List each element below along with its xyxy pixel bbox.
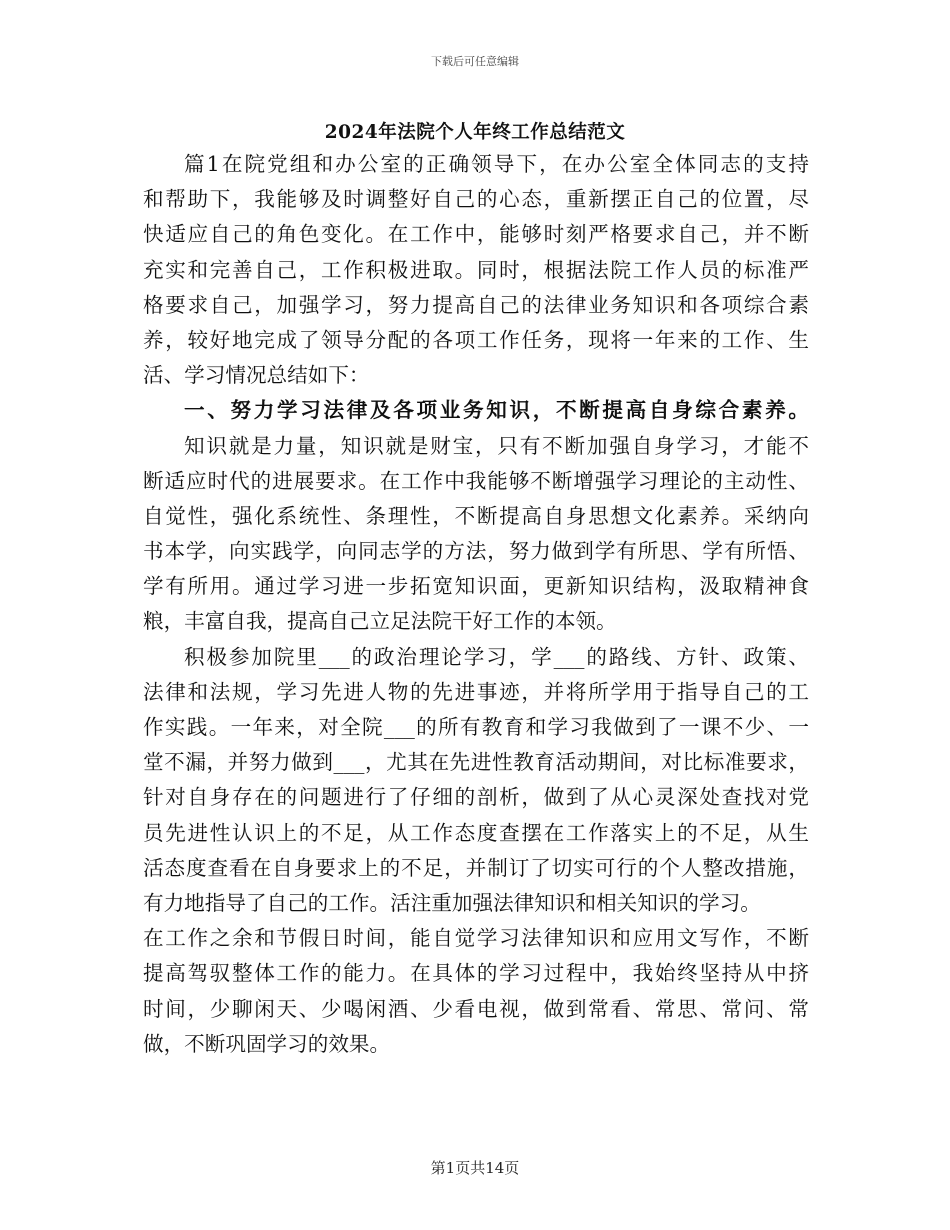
- body-line: 做，不断巩固学习的效果。: [143, 1031, 391, 1056]
- body-line: 和帮助下，我能够及时调整好自己的心态，重新摆正自己的位置，尽: [143, 187, 809, 212]
- body-line: 员先进性认识上的不足，从工作态度查摆在工作落实上的不足，从生: [143, 820, 809, 845]
- body-line: 堂不漏，并努力做到___，尤其在先进性教育活动期间，对比标准要求，: [143, 750, 809, 775]
- body-line: 作实践。一年来，对全院___的所有教育和学习我做到了一课不少、一: [143, 715, 809, 739]
- body-line: 知识就是力量，知识就是财宝，只有不断加强自身学习，才能不: [184, 433, 809, 458]
- body-line: 格要求自己，加强学习，努力提高自己的法律业务知识和各项综合素: [143, 292, 809, 317]
- body-line: 断适应时代的进展要求。在工作中我能够不断增强学习理论的主动性、: [143, 468, 809, 493]
- body-line: 一、努力学习法律及各项业务知识，不断提高自身综合素养。: [184, 398, 809, 423]
- body-line: 学有所用。通过学习进一步拓宽知识面，更新知识结构，汲取精神食: [143, 574, 809, 599]
- document-title: 2024年法院个人年终工作总结范文: [324, 122, 626, 143]
- body-line: 在工作之余和节假日时间，能自觉学习法律知识和应用文写作，不断: [143, 926, 809, 951]
- body-line: 自觉性，强化系统性、条理性，不断提高自身思想文化素养。采纳向: [143, 503, 809, 528]
- body-line: 活、学习情况总结如下：: [143, 363, 370, 388]
- body-line: 充实和完善自己，工作积极进取。同时，根据法院工作人员的标准严: [143, 257, 809, 282]
- body-line: 提高驾驭整体工作的能力。在具体的学习过程中，我始终坚持从中挤: [143, 961, 809, 986]
- body-line: 有力地指导了自己的工作。活注重加强法律知识和相关知识的学习。: [143, 890, 761, 915]
- body-line: 养，较好地完成了领导分配的各项工作任务，现将一年来的工作、生: [143, 327, 809, 352]
- body-line: 针对自身存在的问题进行了仔细的剖析，做到了从心灵深处查找对党: [143, 785, 809, 810]
- body-line: 书本学，向实践学，向同志学的方法，努力做到学有所思、学有所悟、: [143, 539, 809, 564]
- body-line: 法律和法规，学习先进人物的先进事迹，并将所学用于指导自己的工: [143, 679, 809, 704]
- page-footer: 第1页共14页: [430, 1159, 520, 1177]
- header-note: 下载后可任意编辑: [431, 55, 519, 68]
- body-line: 积极参加院里___的政治理论学习，学___的路线、方针、政策、: [184, 644, 809, 669]
- body-line: 快适应自己的角色变化。在工作中，能够时刻严格要求自己，并不断: [143, 222, 809, 247]
- body-line: 时间，少聊闲天、少喝闲酒、少看电视，做到常看、常思、常问、常: [143, 996, 809, 1021]
- body-line: 粮，丰富自我，提高自己立足法院干好工作的本领。: [143, 609, 617, 634]
- body-line: 篇1在院党组和办公室的正确领导下，在办公室全体同志的支持: [184, 152, 809, 176]
- body-line: 活态度查看在自身要求上的不足，并制订了切实可行的个人整改措施，: [143, 855, 809, 880]
- document-body: [143, 147, 809, 1062]
